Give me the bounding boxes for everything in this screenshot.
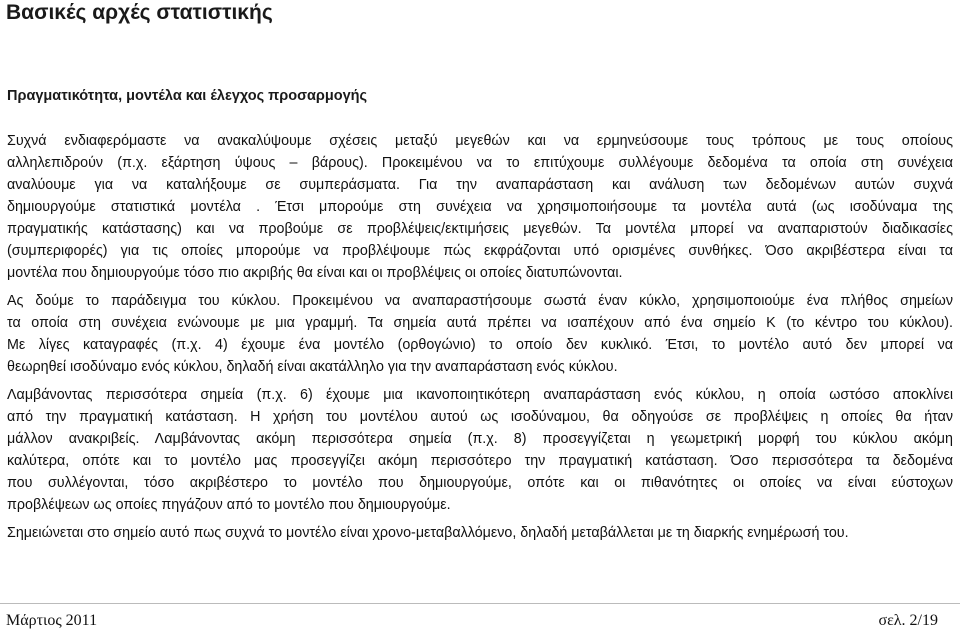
footer-date: Μάρτιος 2011 [6, 612, 98, 629]
text-line: από την πραγματική κατάσταση. Η χρήση του μοντέλου αυτού ως ισοδύναμου, θα οδηγούσε σε προβλέψεις η οποίες θα ήταν [7, 409, 953, 425]
paragraph-2 [7, 290, 953, 378]
text-line: αλληλεπιδρούν (π.χ. εξάρτηση ύψους – βάρους). Προκειμένου να το επιτύχουμε συλλέγουμε δεδομένα τα οποία στη συνέχεια [7, 155, 953, 171]
text-line: αναλύουμε για να καταλήξουμε σε συμπεράσματα. Για την αναπαράσταση και ανάλυση των δεδομένων αυτών συχνά [7, 177, 953, 193]
text-line: (συμπεριφορές) για τις οποίες μπορούμε να προβλέψουμε πώς εκφράζονται υπό ορισμένες συνθήκες. Όσο ακριβέστερα είναι τα [7, 243, 953, 259]
text-line: Ας δούμε το παράδειγμα του κύκλου. Προκειμένου να αναπαραστήσουμε σωστά έναν κύκλο, χρησιμοποιούμε ένα πλήθος σημείων [7, 293, 953, 309]
text-line: θεωρηθεί ισοδύναμο ενός κύκλου, δηλαδή είναι ακατάλληλο για την αναπαράσταση ενός κύκλου. [7, 359, 618, 375]
text-line: Συχνά ενδιαφερόμαστε να ανακαλύψουμε σχέσεις μεταξύ μεγεθών και να ερμηνεύσουμε τους τρόπους με τους οποίους [7, 133, 953, 149]
text-line: μοντέλα που δημιουργούμε τόσο πιο ακριβής θα είναι και οι προβλέψεις οι οποίες διατυπώνονται. [7, 265, 623, 281]
text-line: Με λίγες καταγραφές (π.χ. 4) έχουμε ένα μοντέλο (ορθογώνιο) το οποίο δεν κυκλικό. Έτσι, το μοντέλο αυτό δεν μπορεί να [7, 337, 953, 353]
document-body [7, 130, 953, 550]
footer-divider [0, 603, 960, 604]
paragraph-3 [7, 384, 953, 516]
text-line: Σημειώνεται στο σημείο αυτό πως συχνά το μοντέλο είναι χρονο-μεταβαλλόμενο, δηλαδή μεταβάλλεται με τη διαρκής ενημέρωσή του. [7, 525, 849, 541]
text-line: τα οποία στη συνέχεια ενώνουμε με μια γραμμή. Τα σημεία αυτά πρέπει να ισαπέχουν από ένα σημείο Κ (το κέντρο του κύκλου). [7, 315, 953, 331]
paragraph-4 [7, 522, 953, 544]
text-line: πραγματικής κατάστασης) και να προβούμε σε προβλέψεις/εκτιμήσεις μεγεθών. Τα μοντέλα μπορεί να αναπαριστούν διαδικασίες [7, 221, 953, 237]
text-line: Λαμβάνοντας περισσότερα σημεία (π.χ. 6) έχουμε μια ικανοποιητικότερη αναπαράσταση ενός κύκλου, η οποία ωστόσο αποκλίνει [7, 387, 953, 403]
text-line: προβλέψεων ως οποίες πηγάζουν από το μοντέλο που δημιουργούμε. [7, 497, 451, 513]
text-line: μάλλον ανακριβείς. Λαμβάνοντας ακόμη περισσότερα σημεία (π.χ. 8) προσεγγίζεται η γεωμετρική μορφή του κύκλου ακόμη [7, 431, 953, 447]
text-line: καλύτερα, οπότε και το μοντέλο μας προσεγγίζει ακόμη περισσότερο την πραγματική κατάσταση. Όσο περισσότερα τα δεδομένα [7, 453, 953, 469]
page-title: Βασικές αρχές στατιστικής [6, 1, 273, 24]
footer-page-number: σελ. 2/19 [878, 612, 938, 629]
text-line: δημιουργούμε στατιστικά μοντέλα . Έτσι μπορούμε στη συνέχεια να χρησιμοποιήσουμε τα μοντέλα αυτά (ως ισοδύναμα της [7, 199, 953, 215]
text-line: που συλλέγονται, τόσο ακριβέστερο το μοντέλο που δημιουργούμε, οπότε και οι πιθανότητες οι οποίες να είναι εύστοχων [7, 475, 953, 491]
paragraph-1 [7, 130, 953, 284]
section-heading: Πραγματικότητα, μοντέλα και έλεγχος προσαρμογής [7, 88, 368, 104]
